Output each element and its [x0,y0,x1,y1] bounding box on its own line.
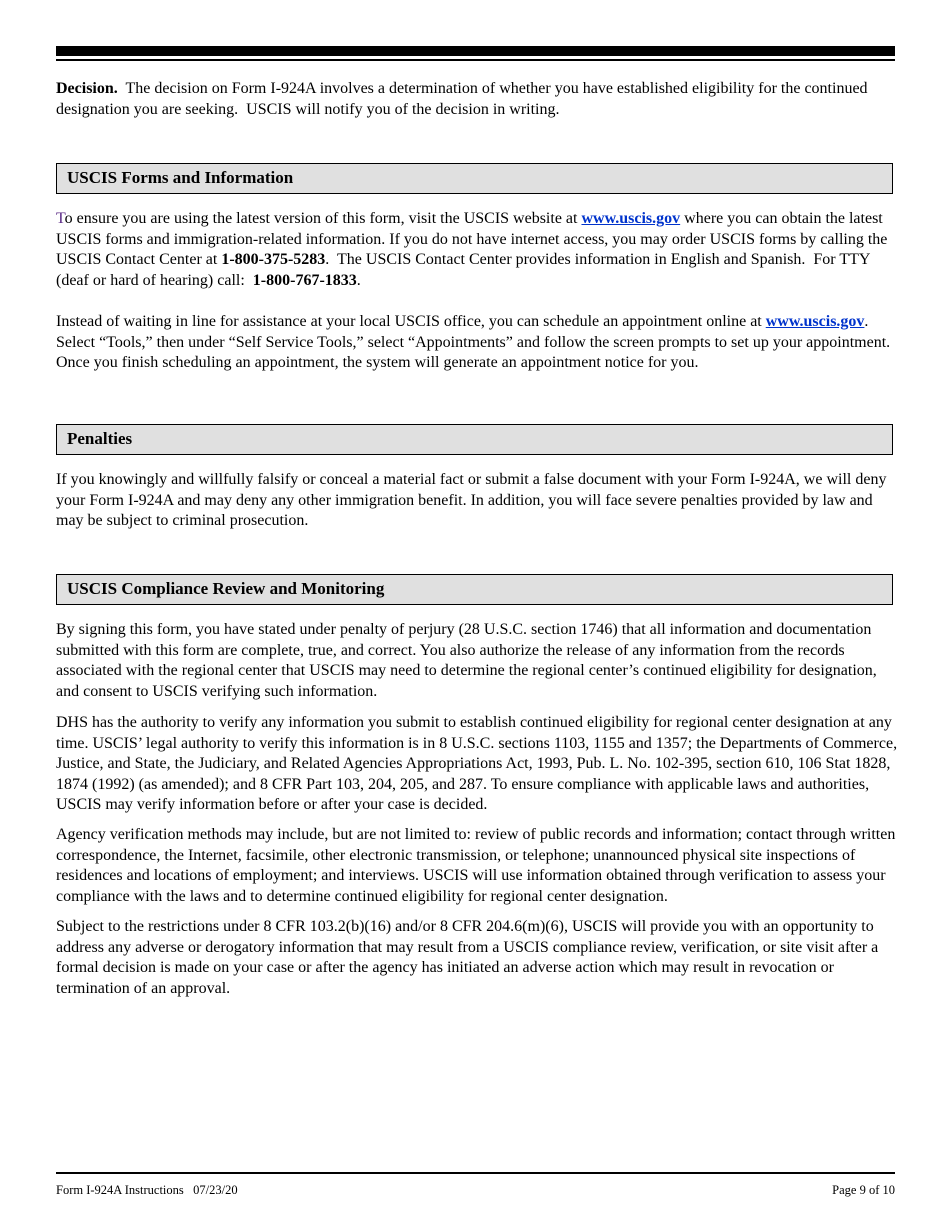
decision-paragraph [56,79,898,120]
decision-label: Decision. [56,80,118,97]
text: Instead of waiting in line for assistance at your local USCIS office, you can schedule an appointment online at [56,313,766,330]
text: . [356,271,361,289]
text: . Select “Tools,” then under “Self Service Tools,” select “Appointments” and follow the screen prompts to set up your appointment. Once you finish scheduling an appointment, the system will generate an appointment notice for you. [56,313,891,372]
header-rule-thin [56,59,895,61]
uscis-website-link[interactable]: www.uscis.gov [765,313,865,330]
compliance-paragraph-4: Subject to the restrictions under 8 CFR 103.2(b)(16) and/or 8 CFR 204.6(m)(6), USCIS will provide you with an opportunity to address any adverse or derogatory information that may result from a USCIS compliance review, verification, or site visit after a formal decision is made on your case or after the agency has initiated an adverse action which may result in revocation or termination of an approval. [56,918,879,997]
section-heading-penalties: Penalties [56,424,893,455]
footer-form-info: Form I-924A Instructions 07/23/20 [56,1183,238,1197]
text: o ensure you are using the latest version of this form, visit the USCIS website at [64,210,582,227]
tty-phone: 1-800-767-1833 [252,271,357,289]
forms-info-paragraph-2 [56,312,898,374]
first-letter: T [56,210,65,227]
compliance-paragraph-1: By signing this form, you have stated under penalty of perjury (28 U.S.C. section 1746) that all information and documentation submitted with this form are complete, true, and correct. You also authorize the release of any information from the records associated with the regional center that USCIS may need to determine the regional center’s continued eligibility for designation, and consent to USCIS verifying such information. [56,621,877,700]
footer-page-number: Page 9 of 10 [832,1183,895,1197]
header-rule-thick [56,46,895,56]
text: where you can obtain the latest USCIS forms and immigration-related information. If you do not have internet access, you may order USCIS forms by calling the USCIS Contact Center at [56,210,888,269]
decision-text: The decision on Form I-924A involves a determination of whether you have established eligibility for the continued designation you are seeking. USCIS will notify you of the decision in writing. [56,80,872,118]
section-heading-compliance: USCIS Compliance Review and Monitoring [56,574,893,605]
text: . The USCIS Contact Center provides information in English and Spanish. For TTY (deaf or hard of hearing) call: [56,251,874,289]
compliance-paragraph-3: Agency verification methods may include, but are not limited to: review of public records and information; contact through written correspondence, the Internet, facsimile, other electronic transmission, or telephone; unannounced physical site inspections of residences and locations of employment; and interviews. USCIS will use information obtained through verification to assess your compliance with the laws and to determine continued eligibility for regional center designation. [56,826,896,905]
section-heading-forms-info: USCIS Forms and Information [56,163,893,194]
penalties-paragraph: If you knowingly and willfully falsify or conceal a material fact or submit a false document with your Form I-924A, we will deny your Form I-924A and may deny any other immigration benefit. In addition, you will face severe penalties provided by law and may be subject to criminal prosecution. [56,471,887,530]
footer-rule [56,1172,895,1174]
contact-center-phone: 1-800-375-5283 [221,251,326,269]
forms-info-paragraph-1 [56,209,898,291]
compliance-paragraph-2: DHS has the authority to verify any information you submit to establish continued eligibility for regional center designation at any time. USCIS’ legal authority to verify this information is in 8 U.S.C. sections 1103, 1155 and 1357; the Departments of Commerce, Justice, and State, the Judiciary, and Related Agencies Appropriations Act, 1993, Pub. L. No. 102-395, section 610, 106 Stat 1828, 1874 (1992) (as amended); and 8 CFR Part 103, 204, 205, and 287. To ensure compliance with applicable laws and authorities, USCIS may verify information before or after your case is decided. [56,714,898,814]
uscis-website-link[interactable]: www.uscis.gov [581,210,681,227]
